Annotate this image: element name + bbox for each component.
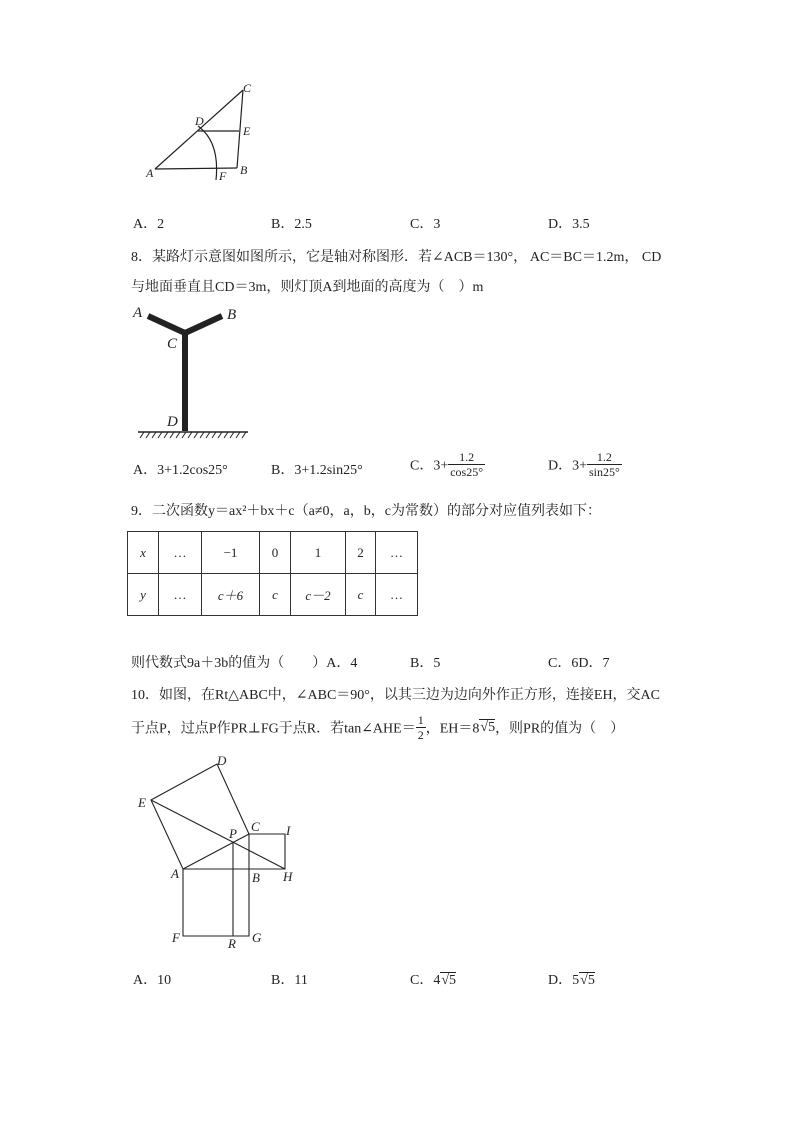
table-cell: … — [376, 532, 418, 574]
q9-option-cd[interactable]: C．6D．7 — [548, 656, 610, 671]
q7-label-a: A — [146, 166, 154, 180]
q8-label-c: C — [167, 336, 178, 352]
q8-label-a: A — [133, 305, 143, 321]
q7-option-a[interactable]: A．2 — [133, 217, 165, 232]
table-cell: … — [159, 574, 202, 616]
q10-label-c: C — [251, 819, 260, 834]
q8-option-c[interactable]: C．3+ $\frac{1.2}{\cos 25^\circ}$ — [410, 450, 484, 479]
q7-label-b: B — [240, 163, 248, 177]
table-row — [128, 574, 418, 616]
q10-label-e: E — [138, 795, 146, 810]
q10-label-b: B — [252, 870, 260, 885]
table-cell: c＋6 — [202, 574, 260, 616]
q7-label-e: E — [243, 124, 251, 138]
q10-label-p: P — [229, 826, 237, 841]
q8-label-b: B — [227, 307, 237, 323]
q10-stem-line2: 于点P，过点P作PR⊥FG于点R．若tan∠AHE＝ $\frac{1}{2}$ ，EH＝8√5，则PR的值为（ ） — [131, 713, 625, 742]
table-row — [128, 532, 418, 574]
q10-option-a[interactable]: A．10 — [133, 973, 172, 988]
q10-figure — [130, 752, 310, 952]
q7-label-c: C — [243, 81, 252, 95]
q9-question-with-option-a: 则代数式9a＋3b的值为（ ）A．4 — [131, 656, 358, 671]
q7-figure — [140, 80, 270, 190]
q10-label-r: R — [228, 936, 236, 951]
q10-label-i: I — [286, 823, 291, 838]
q8-label-d: D — [167, 414, 178, 430]
table-cell: x — [128, 532, 159, 574]
q8-figure — [130, 300, 260, 440]
q7-option-d[interactable]: D．3.5 — [548, 217, 590, 232]
q10-label-a: A — [171, 866, 179, 881]
q9-option-b[interactable]: B．5 — [410, 656, 441, 671]
q10-label-d: D — [217, 753, 227, 768]
table-cell: 1 — [291, 532, 346, 574]
table-cell: c — [260, 574, 291, 616]
table-cell: c－2 — [291, 574, 346, 616]
q10-option-c[interactable]: C．4√5 — [410, 973, 457, 988]
q10-option-d[interactable]: D．5√5 — [548, 973, 595, 988]
q10-option-b[interactable]: B．11 — [271, 973, 308, 988]
table-cell: … — [376, 574, 418, 616]
q7-label-d: D — [195, 114, 204, 128]
q7-option-c[interactable]: C．3 — [410, 217, 441, 232]
q10-label-g: G — [252, 930, 262, 945]
q7-label-f: F — [219, 169, 227, 183]
q9-value-table — [127, 531, 418, 616]
q10-stem-line1: 10．如图，在Rt△ABC中，∠ABC＝90°，以其三边为边向外作正方形，连接EH，交AC — [131, 688, 661, 703]
table-cell: c — [346, 574, 376, 616]
q9-stem: 9．二次函数y＝ax²＋bx＋c（a≠0，a，b，c为常数）的部分对应值列表如下： — [131, 504, 601, 519]
q7-option-b[interactable]: B．2.5 — [271, 217, 312, 232]
table-cell: −1 — [202, 532, 260, 574]
q8-option-b[interactable]: B．3+1.2sin25° — [271, 463, 363, 478]
table-cell: y — [128, 574, 159, 616]
q10-label-h: H — [283, 869, 293, 884]
q10-label-f: F — [172, 930, 180, 945]
table-cell: 0 — [260, 532, 291, 574]
q8-stem-line2: 与地面垂直且CD＝3m，则灯顶A到地面的高度为（ ）m — [131, 280, 484, 295]
q8-option-a[interactable]: A．3+1.2cos25° — [133, 463, 228, 478]
q8-stem-line1: 8．某路灯示意图如图所示，它是轴对称图形．若∠ACB＝130°， AC＝BC＝1.2m， CD — [131, 250, 662, 265]
table-cell: 2 — [346, 532, 376, 574]
table-cell: … — [159, 532, 202, 574]
q8-option-d[interactable]: D．3+ $\frac{1.2}{\sin 25^\circ}$ — [548, 450, 620, 479]
